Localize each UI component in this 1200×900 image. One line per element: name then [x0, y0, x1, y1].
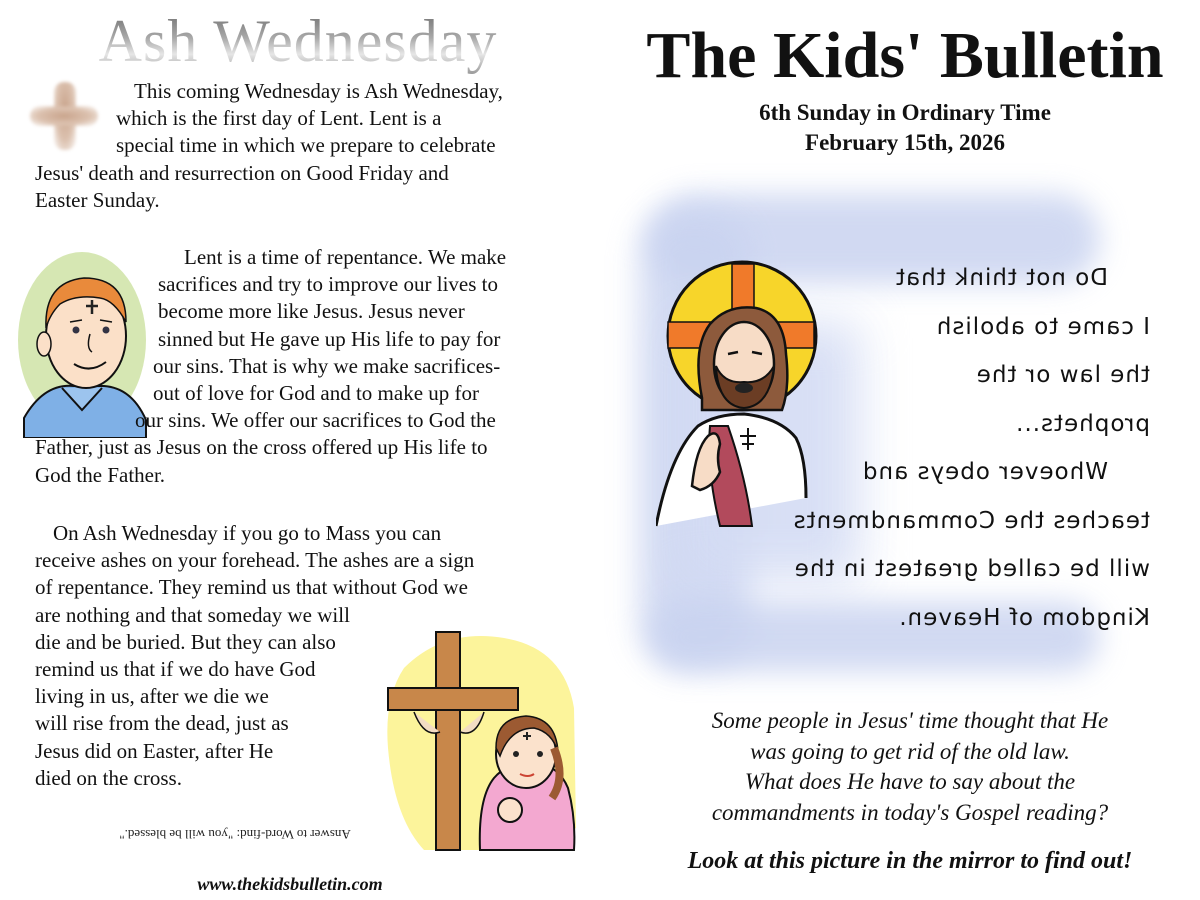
crucifix-girl-icon [384, 628, 579, 853]
liturgical-date [600, 98, 1200, 158]
mirror-scripture-text: Do not think that I came to abolish the law or the prophets... Whoever obeys and teaches the Commandments will be called greatest in the Kingdom of Heaven. [792, 265, 1150, 631]
mirror-picture [620, 182, 1190, 682]
bulletin-cover-panel [600, 0, 1200, 900]
word-find-answer-upside-down: Answer to Word-find: "you will be blessed." [119, 827, 351, 842]
paragraph-ashes: On Ash Wednesday if you go to Mass you can receive ashes on your forehead. The ashes are a sign of repentance. They remind us that without God we are nothing and that someday we will die and be buried. But they can also remind us that if we do have God living in us, after we die we will rise from the dead, just as Jesus did on Easter, after He died on the cross. [35, 521, 475, 790]
paragraph-lent: Lent is a time of repentance. We make sacrifices and try to improve our lives to become more like Jesus. Jesus never sinned but He gave up His life to pay for our sins. That is why we make sacrifices- out of love for God and to make up for our sins. We offer our sacrifices to God the Father, just as Jesus on the cross offered up His life to God the Father. [35, 245, 507, 487]
website-link[interactable]: www.thekidsbulletin.com [197, 874, 383, 894]
mirror-instruction: Look at this picture in the mirror to find out! [687, 848, 1133, 874]
gospel-question: Some people in Jesus' time thought that He was going to get rid of the old law. What does He have to say about the commandments in today's Gospel reading? [711, 708, 1109, 825]
paragraph-intro: This coming Wednesday is Ash Wednesday, which is the first day of Lent. Lent is a special time in which we prepare to celebrate Jesus' death and resurrection on Good Friday and Easter Sunday. [35, 79, 503, 212]
ash-wednesday-title: Ash Wednesday [78, 8, 518, 74]
bulletin-title: The Kids' Bulletin [646, 19, 1164, 92]
liturgical-day: 6th Sunday in Ordinary Time [759, 100, 1051, 125]
calendar-date: February 15th, 2026 [805, 130, 1005, 155]
